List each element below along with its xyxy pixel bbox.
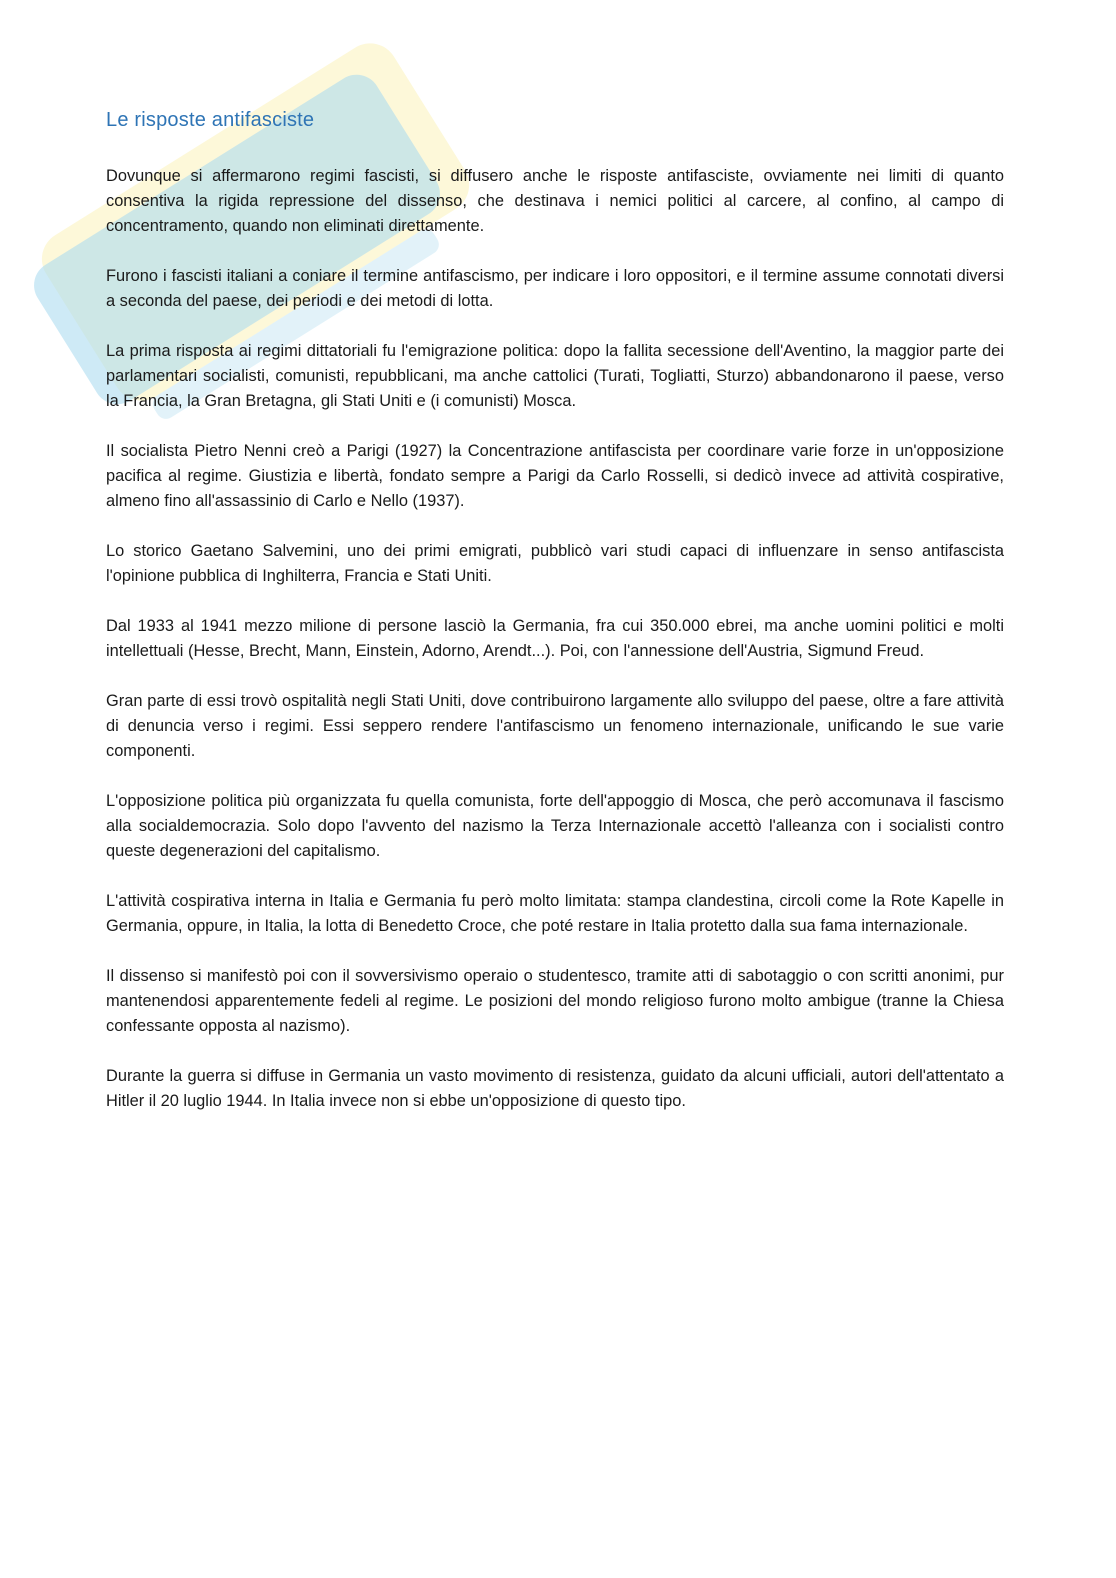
- document-page: [106, 104, 1004, 1139]
- paragraph-1: Dovunque si affermarono regimi fascisti, si diffusero anche le risposte antifasciste, ovviamente nei limiti di quanto consentiva la rigida repressione del dissenso, che destinava i nemici politici al carcere, al confino, al campo di concentramento, quando non eliminati direttamente.: [106, 167, 1004, 235]
- paragraph-7: Gran parte di essi trovò ospitalità negli Stati Uniti, dove contribuirono largamente allo sviluppo del paese, oltre a fare attività di denuncia verso i regimi. Essi seppero rendere l'antifascismo un fenomeno internazionale, unificando le sue varie componenti.: [106, 692, 1004, 760]
- paragraph-2: Furono i fascisti italiani a coniare il termine antifascismo, per indicare i loro oppositori, e il termine assume connotati diversi a seconda del paese, dei periodi e dei metodi di lotta.: [106, 267, 1004, 310]
- paragraph-10: Il dissenso si manifestò poi con il sovversivismo operaio o studentesco, tramite atti di sabotaggio o con scritti anonimi, pur mantenendosi apparentemente fedeli al regime. Le posizioni del mondo religioso furono molto ambigue (tranne la Chiesa confessante opposta al nazismo).: [106, 967, 1004, 1035]
- paragraph-6: Dal 1933 al 1941 mezzo milione di persone lasciò la Germania, fra cui 350.000 ebrei, ma anche uomini politici e molti intellettuali (Hesse, Brecht, Mann, Einstein, Adorno, Arendt...). Poi, con l'annessione dell'Austria, Sigmund Freud.: [106, 617, 1004, 660]
- document-title: Le risposte antifasciste: [106, 109, 315, 131]
- paragraph-11: Durante la guerra si diffuse in Germania un vasto movimento di resistenza, guidato da alcuni ufficiali, autori dell'attentato a Hitler il 20 luglio 1944. In Italia invece non si ebbe un'opposizione di questo tipo.: [106, 1067, 1004, 1110]
- paragraph-5: Lo storico Gaetano Salvemini, uno dei primi emigrati, pubblicò vari studi capaci di influenzare in senso antifascista l'opinione pubblica di Inghilterra, Francia e Stati Uniti.: [106, 542, 1004, 585]
- paragraph-4: Il socialista Pietro Nenni creò a Parigi (1927) la Concentrazione antifascista per coordinare varie forze in un'opposizione pacifica al regime. Giustizia e libertà, fondato sempre a Parigi da Carlo Rosselli, si dedicò invece ad attività cospirative, almeno fino all'assassinio di Carlo e Nello (1937).: [106, 442, 1004, 510]
- paragraph-9: L'attività cospirativa interna in Italia e Germania fu però molto limitata: stampa clandestina, circoli come la Rote Kapelle in Germania, oppure, in Italia, la lotta di Benedetto Croce, che poté restare in Italia protetto dalla sua fama internazionale.: [106, 892, 1004, 935]
- paragraph-8: L'opposizione politica più organizzata fu quella comunista, forte dell'appoggio di Mosca, che però accomunava il fascismo alla socialdemocrazia. Solo dopo l'avvento del nazismo la Terza Internazionale accettò l'alleanza con i socialisti contro queste degenerazioni del capitalismo.: [106, 792, 1004, 860]
- paragraph-3: La prima risposta ai regimi dittatoriali fu l'emigrazione politica: dopo la fallita secessione dell'Aventino, la maggior parte dei parlamentari socialisti, comunisti, repubblicani, ma anche cattolici (Turati, Togliatti, Sturzo) abbandonarono il paese, verso la Francia, la Gran Bretagna, gli Stati Uniti e (i comunisti) Mosca.: [106, 342, 1004, 410]
